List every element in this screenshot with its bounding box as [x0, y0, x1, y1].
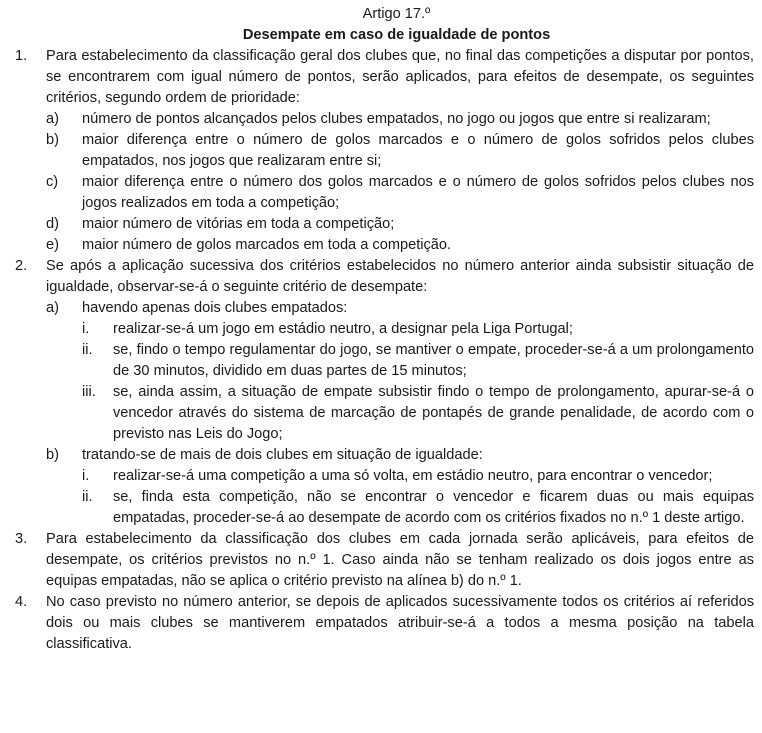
item-text: se, findo o tempo regulamentar do jogo, se mantiver o empate, proceder-se-á a um prolongamento de 30 minutos, dividido em duas partes de 15 minutos; [113, 342, 754, 379]
item-label: iii. [82, 384, 96, 400]
list-item [15, 214, 754, 235]
paragraph-text: Se após a aplicação sucessiva dos critérios estabelecidos no número anterior ainda subsistir situação de igualdade, observar-se-á o seguinte critério de desempate: [46, 258, 754, 295]
item-label: c) [46, 174, 59, 190]
sub-list-item [15, 382, 754, 445]
item-text: maior diferença entre o número de golos marcados e o número de golos sofridos pelos clubes empatados, nos jogos que realizaram entre si; [82, 132, 754, 169]
paragraph-3 [15, 529, 754, 592]
list-item [15, 109, 754, 130]
paragraph-4 [15, 592, 754, 655]
article-title: Desempate em caso de igualdade de pontos [242, 27, 551, 43]
item-label: b) [46, 132, 59, 148]
item-text: realizar-se-á uma competição a uma só volta, em estádio neutro, para encontrar o vencedor; [113, 468, 713, 484]
item-label: i. [82, 468, 90, 484]
item-text: maior número de vitórias em toda a competição; [82, 216, 395, 232]
item-label: d) [46, 216, 59, 232]
item-text: maior número de golos marcados em toda a competição. [82, 237, 452, 253]
paragraph-number: 2. [15, 258, 28, 274]
list-item [15, 130, 754, 172]
list-item [15, 445, 754, 466]
sub-list-item [15, 466, 754, 487]
sub-list-item [15, 487, 754, 529]
list-item [15, 172, 754, 214]
paragraph-number: 1. [15, 48, 28, 64]
item-text: havendo apenas dois clubes empatados: [82, 300, 348, 316]
list-item [15, 235, 754, 256]
item-text: se, finda esta competição, não se encontrar o vencedor e ficarem duas ou mais equipas empatadas, proceder-se-á ao desempate de acordo com os critérios fixados no n.º 1 deste artigo. [113, 489, 754, 526]
sub-list-item [15, 340, 754, 382]
item-label: a) [46, 111, 59, 127]
item-label: a) [46, 300, 59, 316]
item-text: tratando-se de mais de dois clubes em situação de igualdade: [82, 447, 483, 463]
item-label: b) [46, 447, 59, 463]
paragraph-text: Para estabelecimento da classificação dos clubes em cada jornada serão aplicáveis, para efeitos de desempate, os critérios previstos no n.º 1. Caso ainda não se tenham realizado os dois jogos entre as equipas empatadas, não se aplica o critério previsto na alínea b) do n.º 1. [46, 531, 754, 589]
item-text: realizar-se-á um jogo em estádio neutro, a designar pela Liga Portugal; [113, 321, 573, 337]
paragraph-number: 4. [15, 594, 28, 610]
list-item [15, 298, 754, 319]
paragraph-2 [15, 256, 754, 298]
paragraph-text: Para estabelecimento da classificação geral dos clubes que, no final das competições a disputar por pontos, se encontrarem com igual número de pontos, serão aplicados, para efeitos de desempate, os seguintes critérios, segundo ordem de prioridade: [46, 48, 754, 106]
paragraph-1 [15, 46, 754, 109]
item-text: se, ainda assim, a situação de empate subsistir findo o tempo de prolongamento, apurar-se-á o vencedor através do sistema de marcação de pontapés de grande penalidade, de acordo com o previsto nas Leis do Jogo; [113, 384, 754, 442]
sub-list-item [15, 319, 754, 340]
item-label: ii. [82, 342, 93, 358]
item-label: ii. [82, 489, 93, 505]
item-text: maior diferença entre o número dos golos marcados e o número de golos sofridos pelos clubes nos jogos realizados em toda a competição; [82, 174, 754, 211]
item-label: i. [82, 321, 90, 337]
paragraph-number: 3. [15, 531, 28, 547]
article-number: Artigo 17.º [362, 6, 431, 22]
paragraph-text: No caso previsto no número anterior, se depois de aplicados sucessivamente todos os critérios aí referidos dois ou mais clubes se mantiverem empatados atribuir-se-á a todos a mesma posição na tabela classificativa. [46, 594, 754, 652]
item-label: e) [46, 237, 59, 253]
item-text: número de pontos alcançados pelos clubes empatados, no jogo ou jogos que entre si realizaram; [82, 111, 711, 127]
